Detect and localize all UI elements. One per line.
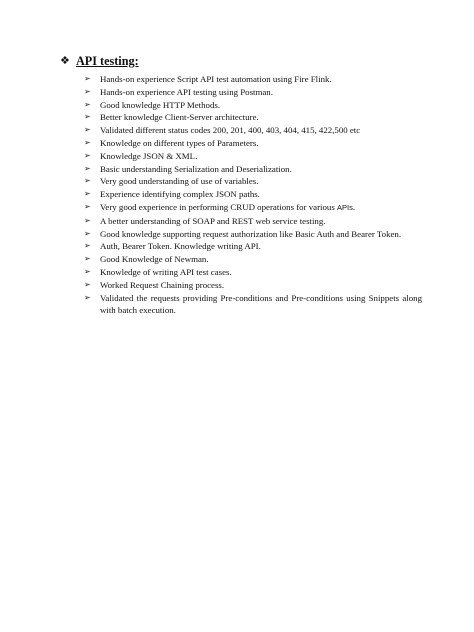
skill-text: Validated different status codes 200, 201, 400, 403, 404, 415, 422,500 etc [100,125,361,136]
skill-item [60,111,422,124]
skill-item [60,266,422,279]
skill-item [60,201,422,215]
arrow-bullet-icon: ➢ [84,266,91,276]
skill-item [60,86,422,99]
arrow-bullet-icon: ➢ [84,189,91,199]
arrow-bullet-icon: ➢ [84,292,91,302]
skill-text: Better knowledge Client-Server architecture. [100,112,259,123]
arrow-bullet-icon: ➢ [84,201,91,211]
skill-text: Worked Request Chaining process. [100,279,225,290]
skill-item [60,279,422,292]
skill-item [60,215,422,228]
skill-text: Basic understanding Serialization and Deserialization. [100,163,292,174]
skill-text: Very good understanding of use of variables. [100,176,259,187]
skill-item [60,137,422,150]
skill-item [60,124,422,137]
arrow-bullet-icon: ➢ [84,86,91,96]
skill-item [60,163,422,176]
skill-item [60,240,422,253]
skill-text: Experience identifying complex JSON paths. [100,189,260,200]
arrow-bullet-icon: ➢ [84,137,91,147]
skill-text: Knowledge of writing API test cases. [100,266,232,277]
arrow-bullet-icon: ➢ [84,112,91,122]
arrow-bullet-icon: ➢ [84,279,91,289]
arrow-bullet-icon: ➢ [84,163,91,173]
arrow-bullet-icon: ➢ [84,241,91,251]
arrow-bullet-icon: ➢ [84,254,91,264]
api-testing-section [60,52,422,317]
skill-text: Hands-on experience Script API test automation using Fire Flink. [100,74,332,84]
skill-text-apis: APIs [337,202,353,212]
skill-item [60,150,422,163]
skill-item [60,228,422,241]
skill-text: Validated the requests providing Pre-conditions and Pre-conditions using Snippets along with batch execution. [100,292,422,316]
skill-item [60,99,422,112]
skill-text: Knowledge on different types of Parameters. [100,137,259,148]
skill-text: Good Knowledge of Newman. [100,254,209,265]
skill-item [60,188,422,201]
section-heading [60,52,422,70]
skills-list [60,73,422,317]
skill-item [60,292,422,318]
arrow-bullet-icon: ➢ [84,99,91,109]
skill-text: Knowledge JSON & XML. [100,150,198,161]
arrow-bullet-icon: ➢ [84,74,91,83]
arrow-bullet-icon: ➢ [84,150,91,160]
arrow-bullet-icon: ➢ [84,215,91,225]
arrow-bullet-icon: ➢ [84,125,91,135]
skill-item [60,73,422,86]
skill-item [60,175,422,188]
skill-text: Good knowledge supporting request authorization like Basic Auth and Bearer Token. [100,228,402,239]
skill-text: A better understanding of SOAP and REST web service testing. [100,215,326,226]
skill-text: Good knowledge HTTP Methods. [100,99,221,110]
skill-item [60,253,422,266]
skill-text: Auth, Bearer Token. Knowledge writing API. [100,241,261,252]
skill-text: Hands-on experience API testing using Postman. [100,86,273,97]
arrow-bullet-icon: ➢ [84,176,91,186]
skill-text: Very good experience in performing CRUD operations for various APIs. [100,201,356,212]
diamond-ornament-icon: ❖ [60,54,70,67]
section-title: API testing: [76,54,139,68]
arrow-bullet-icon: ➢ [84,228,91,238]
